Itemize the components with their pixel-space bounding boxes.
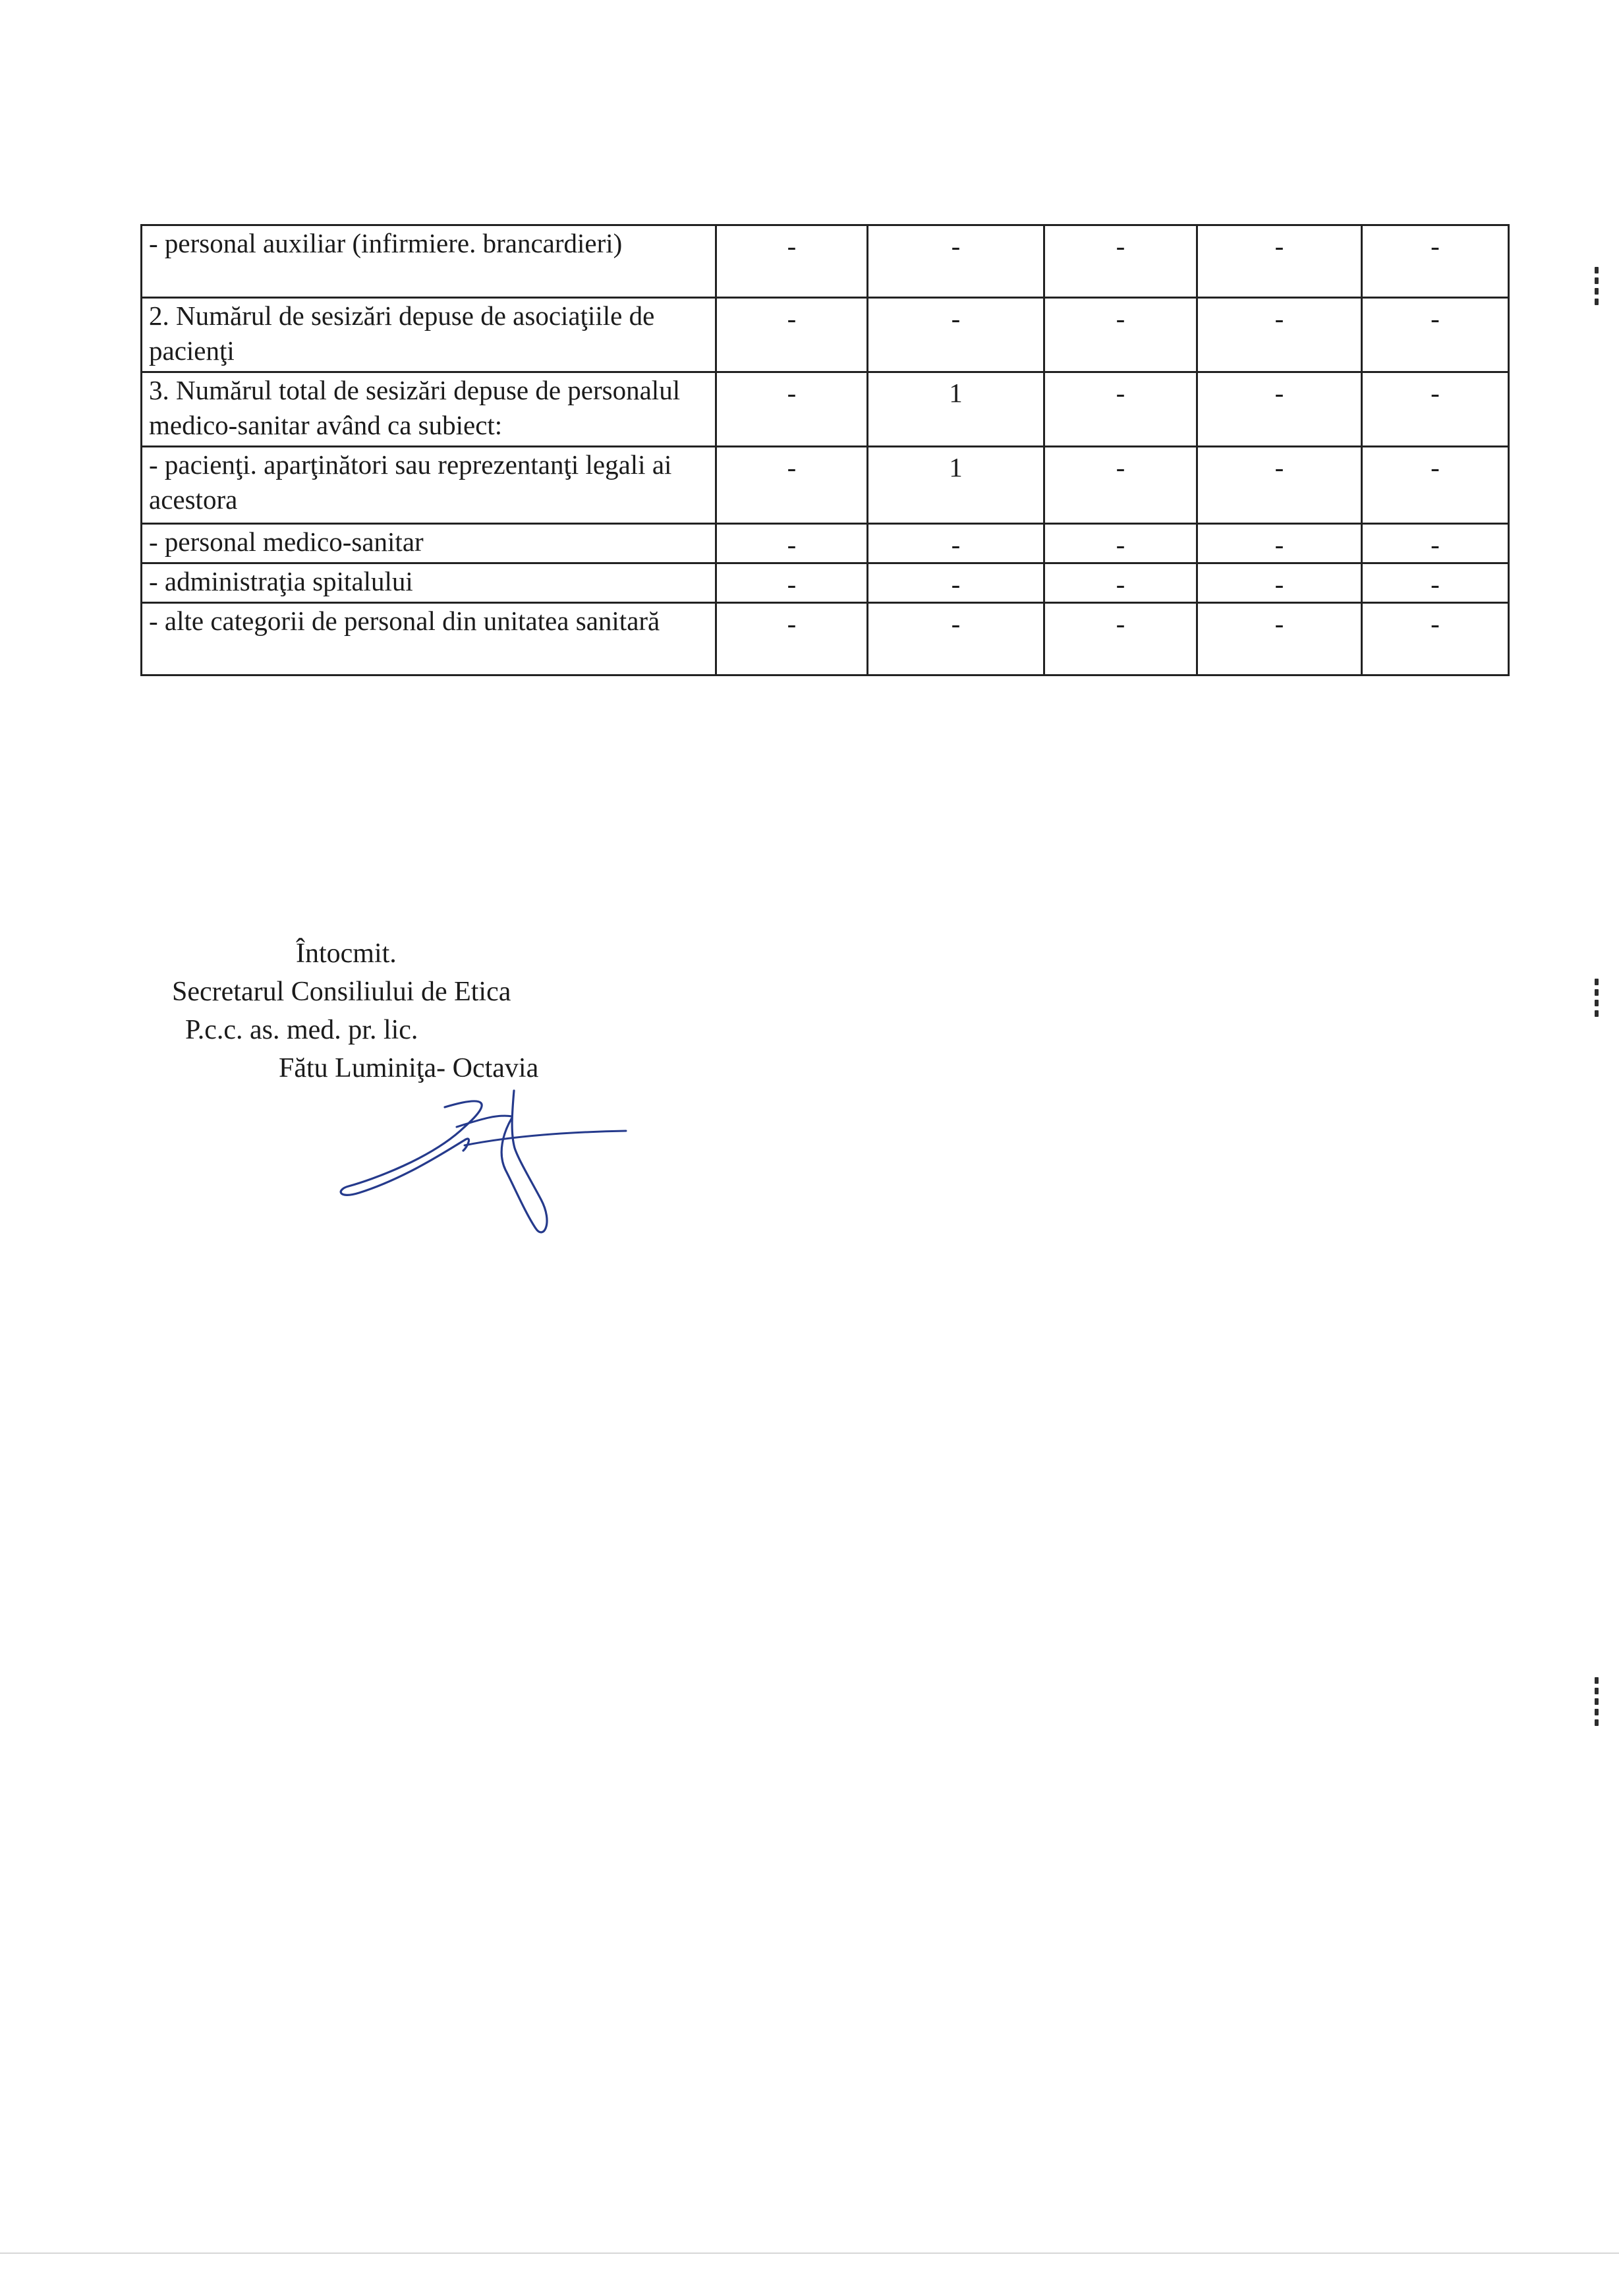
table-cell: - <box>1362 524 1509 563</box>
signer-name: Fătu Luminiţa- Octavia <box>279 1053 539 1083</box>
table-cell: - <box>716 524 868 563</box>
table-cell: - <box>1362 298 1509 372</box>
table-cell: - <box>1362 225 1509 298</box>
table-cell: - <box>716 372 868 447</box>
table-row <box>142 225 1509 298</box>
table-row <box>142 603 1509 675</box>
table-cell: - <box>1197 563 1362 603</box>
scan-edge-line <box>0 2253 1619 2254</box>
table-cell: - <box>868 524 1044 563</box>
table-cell: - <box>1044 225 1197 298</box>
signer-title: P.c.c. as. med. pr. lic. <box>185 1015 418 1045</box>
table-cell: - <box>716 225 868 298</box>
row-label: - alte categorii de personal din unitatea sanitară <box>142 603 716 675</box>
signer-role: Secretarul Consiliului de Etica <box>172 977 511 1007</box>
table-cell: - <box>1362 372 1509 447</box>
table-cell: - <box>716 603 868 675</box>
table-cell: - <box>1197 225 1362 298</box>
table-cell: - <box>1197 524 1362 563</box>
row-label: - personal medico-sanitar <box>142 524 716 563</box>
table-cell: 1 <box>868 447 1044 524</box>
table-cell: - <box>868 298 1044 372</box>
signature-block <box>168 934 629 1087</box>
binding-mark-bottom <box>1591 1677 1602 1730</box>
row-label: - personal auxiliar (infirmiere. brancardieri) <box>142 225 716 298</box>
table-cell: - <box>1197 298 1362 372</box>
row-label: 2. Numărul de sesizări depuse de asociaţiile de pacienţi <box>142 298 716 372</box>
table-cell: - <box>716 298 868 372</box>
table-cell: - <box>1197 603 1362 675</box>
row-label: 3. Numărul total de sesizări depuse de personalul medico-sanitar având ca subiect: <box>142 372 716 447</box>
table-cell: - <box>1044 372 1197 447</box>
table-cell: - <box>716 563 868 603</box>
row-label: - pacienţi. aparţinători sau reprezentanţi legali ai acestora <box>142 447 716 524</box>
table-cell: - <box>1362 447 1509 524</box>
table-cell: - <box>1362 563 1509 603</box>
table-cell: - <box>868 225 1044 298</box>
prepared-by-label: Întocmit. <box>296 938 397 969</box>
binding-mark-top <box>1591 267 1602 309</box>
table-cell: - <box>1197 372 1362 447</box>
table-row <box>142 524 1509 563</box>
row-label: - administraţia spitalului <box>142 563 716 603</box>
table-row <box>142 563 1509 603</box>
table-cell: - <box>868 603 1044 675</box>
table-cell: - <box>1044 563 1197 603</box>
table-cell: - <box>1362 603 1509 675</box>
table-cell: - <box>716 447 868 524</box>
table-cell: - <box>1044 524 1197 563</box>
table-cell: - <box>1044 447 1197 524</box>
table-cell: - <box>1197 447 1362 524</box>
complaints-table <box>140 224 1510 676</box>
table-cell: - <box>1044 298 1197 372</box>
table-row <box>142 298 1509 372</box>
table-cell: 1 <box>868 372 1044 447</box>
table-row <box>142 447 1509 524</box>
table-cell: - <box>1044 603 1197 675</box>
binding-mark-middle <box>1591 979 1602 1021</box>
table-row <box>142 372 1509 447</box>
table-cell: - <box>868 563 1044 603</box>
handwritten-signature-image <box>333 1087 642 1239</box>
